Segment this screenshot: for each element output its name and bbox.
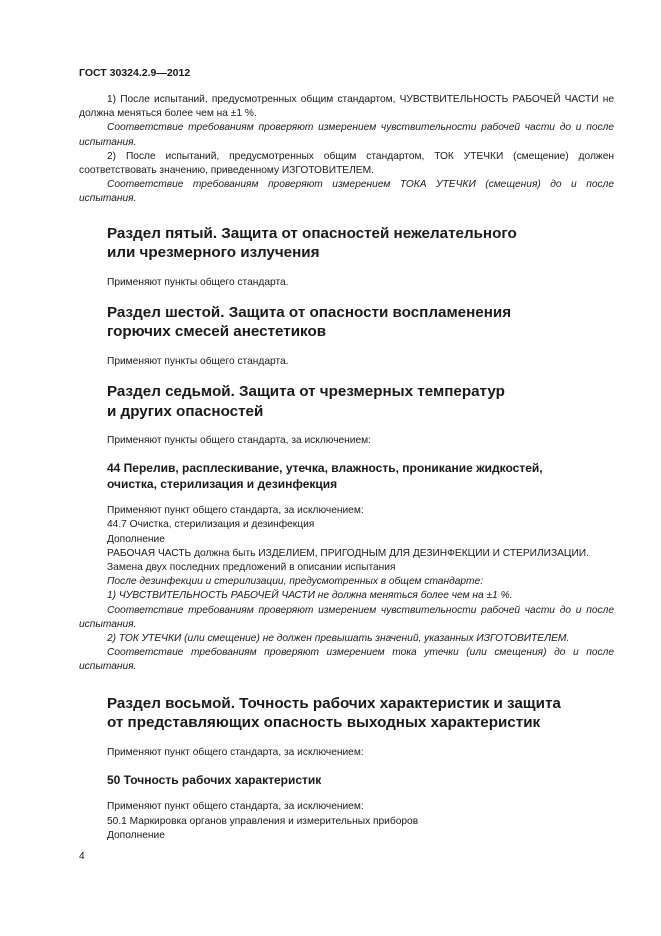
paragraph: Применяют пункт общего стандарта, за исключением: bbox=[107, 801, 364, 813]
section-heading: Раздел пятый. Защита от опасностей нежелательного или чрезмерного излучения bbox=[107, 224, 517, 262]
paragraph: Применяют пункты общего стандарта. bbox=[107, 355, 289, 367]
paragraph: Применяют пункты общего стандарта, за исключением: bbox=[107, 435, 371, 447]
section-heading: Раздел седьмой. Защита от чрезмерных температур и других опасностей bbox=[107, 383, 505, 420]
page-number: 4 bbox=[79, 851, 85, 862]
paragraph: Дополнение bbox=[107, 829, 165, 841]
paragraph: 50.1 Маркировка органов управления и измерительных приборов bbox=[107, 815, 419, 827]
paragraph: 1) ЧУВСТВИТЕЛЬНОСТЬ РАБОЧЕЙ ЧАСТИ не должна меняться более чем на ±1 %. bbox=[107, 590, 513, 602]
paragraph: Соответствие требованиям проверяют измерением тока утечки (или смещения) до и после испытания. bbox=[79, 647, 614, 673]
paragraph: После дезинфекции и стерилизации, предусмотренных в общем стандарте: bbox=[107, 576, 484, 588]
paragraph: Соответствие требованиям проверяют измерением ТОКА УТЕЧКИ (смещения) до и после испытания. bbox=[79, 179, 614, 205]
section-heading: Раздел восьмой. Точность рабочих характеристик и защита от представляющих опасность выходных характеристик bbox=[107, 694, 561, 732]
clause-heading: 50 Точность рабочих характеристик bbox=[107, 772, 322, 787]
paragraph: Соответствие требованиям проверяют измерением чувствительности рабочей части до и после испытания. bbox=[79, 604, 614, 630]
paragraph: РАБОЧАЯ ЧАСТЬ должна быть ИЗДЕЛИЕМ, ПРИГОДНЫМ ДЛЯ ДЕЗИНФЕКЦИИ И СТЕРИЛИЗАЦИИ. bbox=[107, 547, 589, 559]
page-content bbox=[79, 93, 614, 843]
paragraph: 1) После испытаний, предусмотренных общим стандартом, ЧУВСТВИТЕЛЬНОСТЬ РАБОЧЕЙ ЧАСТИ не должна меняться более чем на ±1 %. bbox=[79, 94, 614, 120]
paragraph: 2) После испытаний, предусмотренных общим стандартом, ТОК УТЕЧКИ (смещение) должен соответствовать значению, приведенному ИЗГОТОВИТЕЛЕМ. bbox=[79, 150, 614, 177]
section-heading: Раздел шестой. Защита от опасности воспламенения горючих смесей анестетиков bbox=[107, 303, 512, 341]
paragraph: Применяют пункт общего стандарта, за исключением: bbox=[107, 746, 364, 758]
paragraph: Применяют пункты общего стандарта. bbox=[107, 276, 289, 288]
paragraph: Соответствие требованиям проверяют измерением чувствительности рабочей части до и после испытания. bbox=[79, 122, 614, 148]
clause-heading: 44 Перелив, расплескивание, утечка, влажность, проникание жидкостей, очистка, стерилизация и дезинфекция bbox=[107, 461, 543, 491]
paragraph: 2) ТОК УТЕЧКИ (или смещение) не должен превышать значений, указанных ИЗГОТОВИТЕЛЕМ. bbox=[107, 633, 570, 645]
paragraph: Применяют пункт общего стандарта, за исключением: bbox=[107, 505, 364, 517]
paragraph: 44.7 Очистка, стерилизация и дезинфекция bbox=[107, 519, 315, 531]
paragraph: Замена двух последних предложений в описании испытания bbox=[107, 562, 396, 574]
paragraph: Дополнение bbox=[107, 533, 165, 545]
standard-header: ГОСТ 30324.2.9—2012 bbox=[79, 67, 191, 79]
